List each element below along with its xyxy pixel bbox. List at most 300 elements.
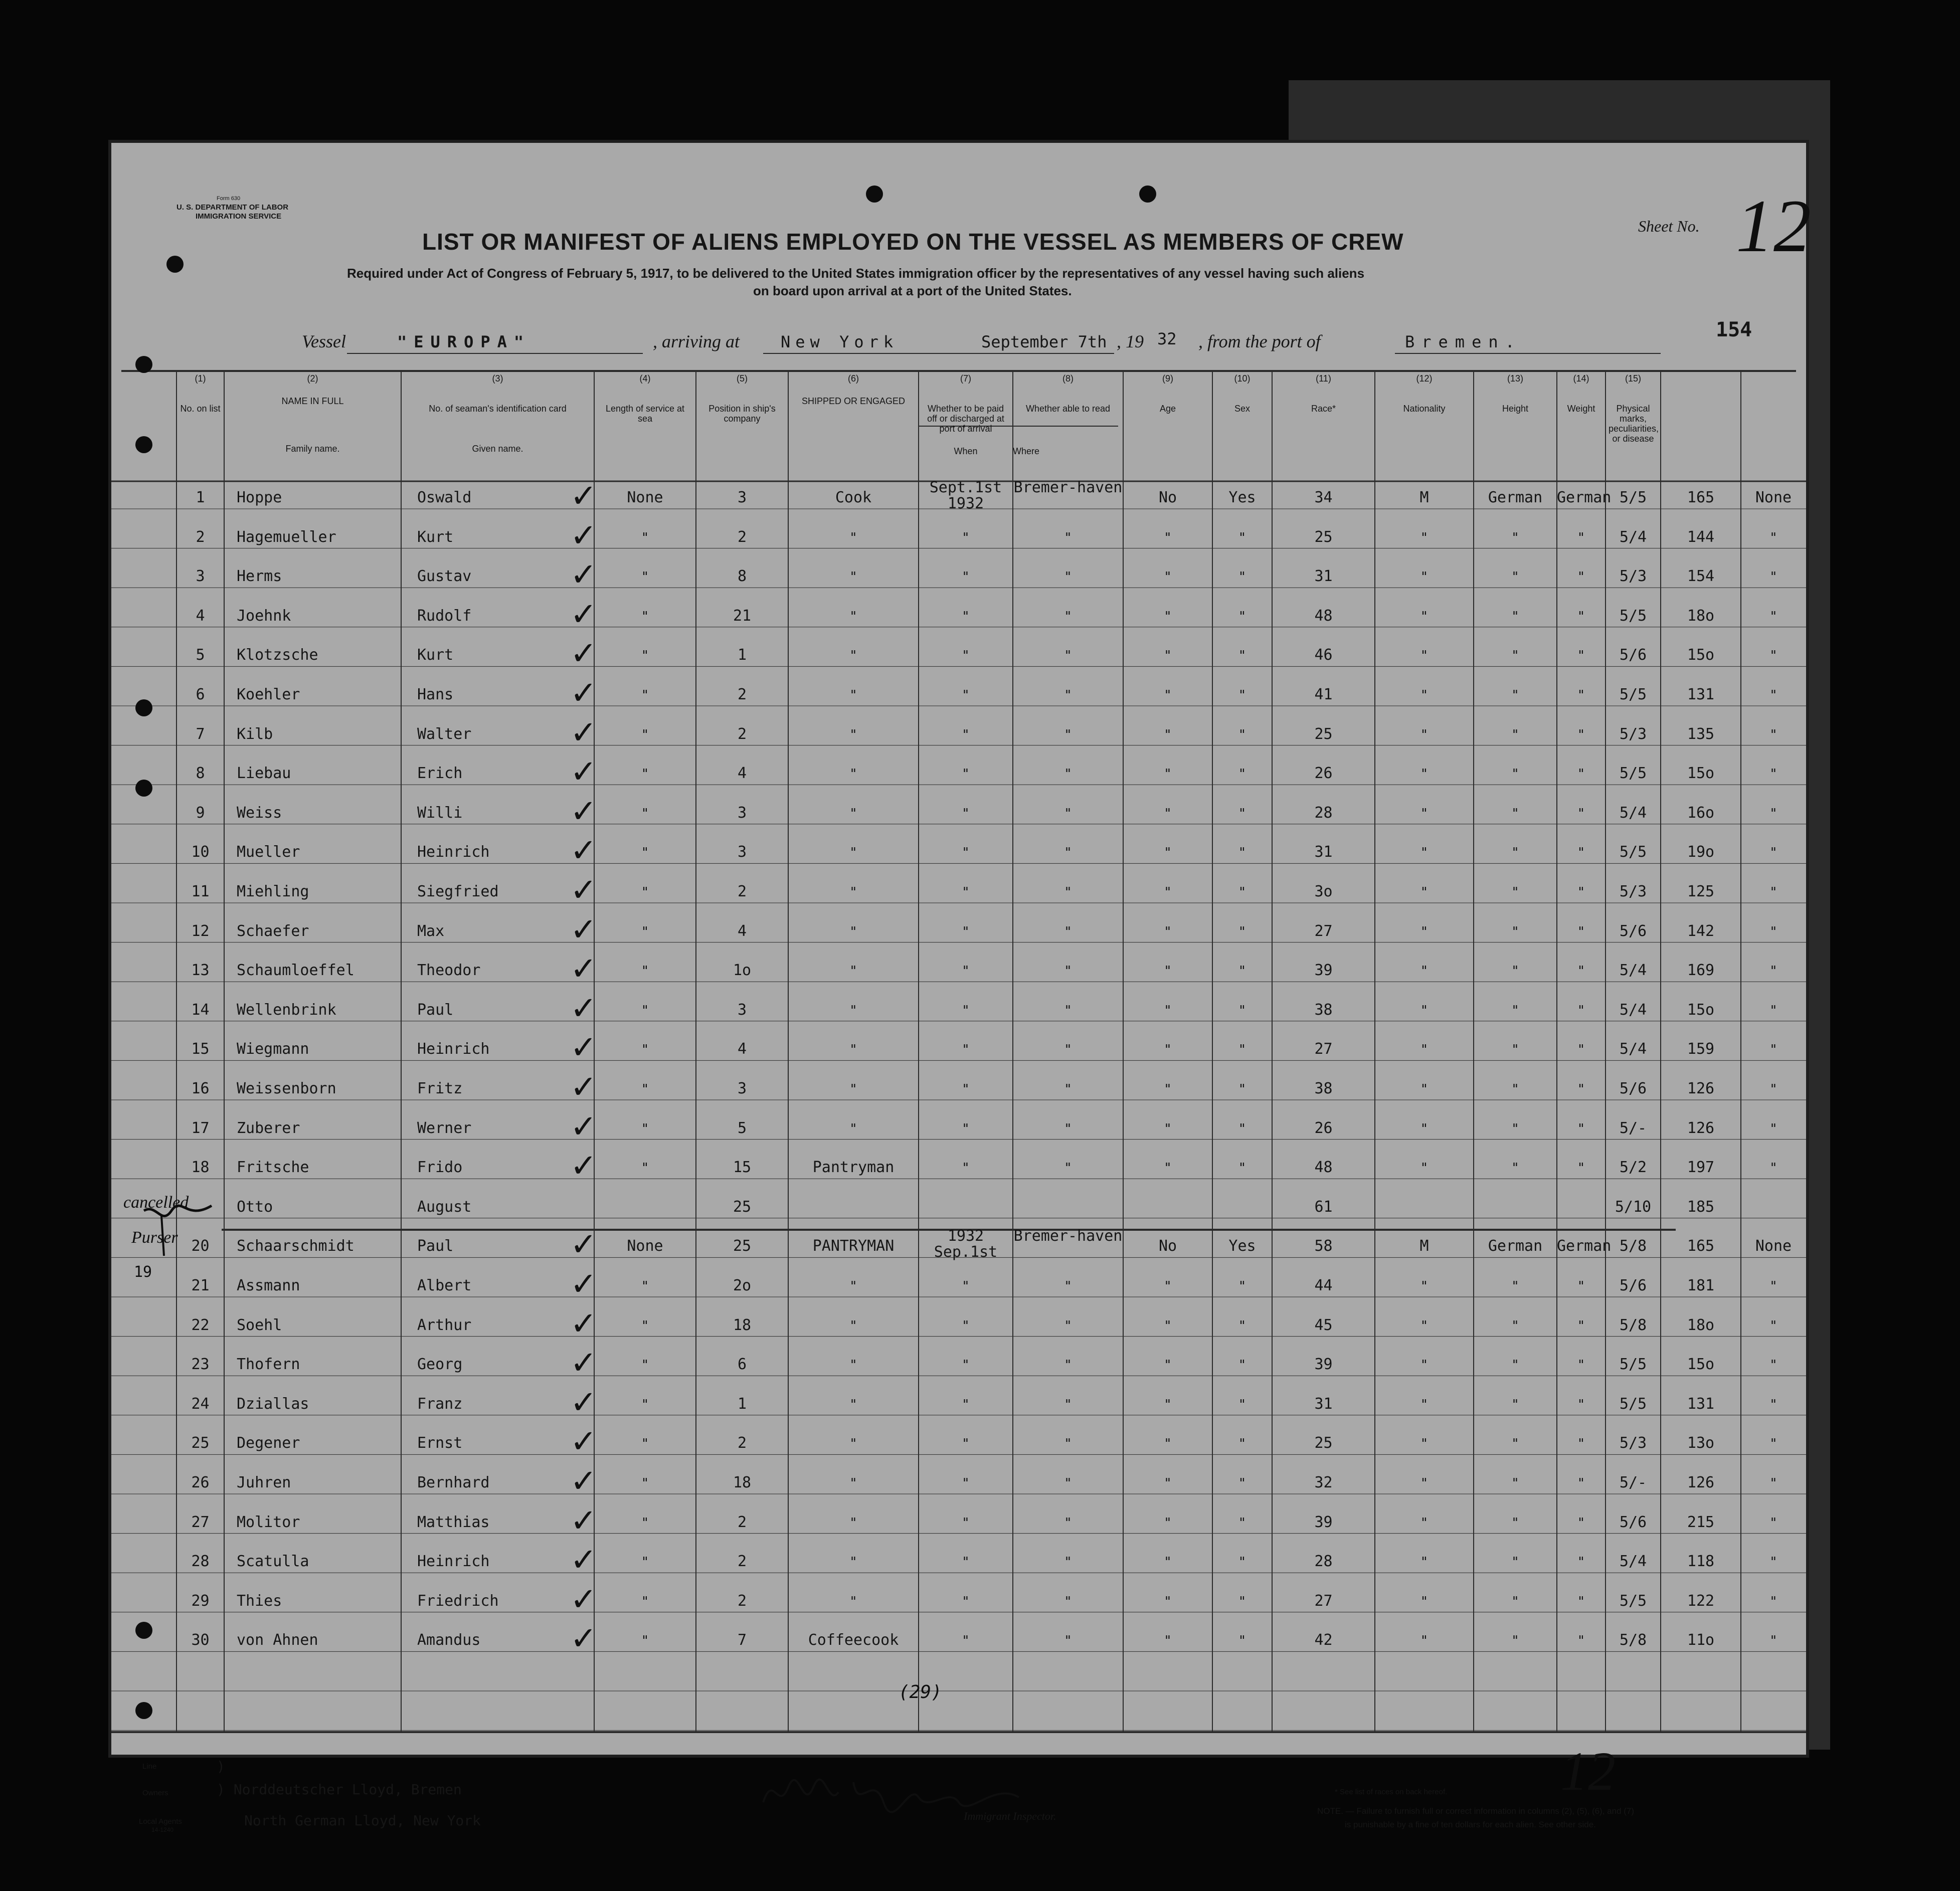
ditto-mark: " [1064, 806, 1072, 821]
total-count: (29) [899, 1682, 942, 1703]
ditto-mark: " [1769, 806, 1777, 821]
row-number: 7 [196, 725, 205, 743]
ditto-mark: " [1769, 1042, 1777, 1058]
check-mark: ✓ [570, 596, 597, 633]
ditto-mark: " [641, 767, 649, 782]
check-mark: ✓ [570, 1542, 597, 1579]
col-header-height-number: (13) [1507, 373, 1523, 384]
ditto-mark: " [1164, 767, 1172, 782]
ditto-mark: " [849, 1555, 857, 1570]
row-number: 21 [191, 1277, 210, 1294]
ditto-mark: " [1164, 530, 1172, 545]
inspector-label: Immigrant Inspector. [964, 1810, 1056, 1822]
ditto-mark: " [1511, 924, 1519, 939]
punch-hole [135, 699, 152, 716]
weight: 142 [1687, 922, 1715, 940]
weight: 126 [1687, 1474, 1715, 1491]
ditto-mark: " [849, 767, 857, 782]
ditto-mark: " [962, 1358, 970, 1373]
ditto-mark: " [1238, 845, 1246, 861]
ditto-mark: " [849, 1436, 857, 1452]
row-number: 15 [191, 1040, 210, 1058]
ditto-mark: " [1511, 1161, 1519, 1176]
service-length: 4 [737, 922, 747, 940]
col-header-paid-number: (7) [960, 373, 971, 384]
check-mark: ✓ [570, 1620, 597, 1658]
age: 39 [1314, 1356, 1333, 1374]
given-name: Willi [417, 804, 463, 822]
ditto-mark: " [1769, 570, 1777, 585]
race: German [1488, 1237, 1543, 1255]
row-number: 18 [191, 1159, 210, 1177]
check-mark: ✓ [570, 1029, 597, 1067]
ditto-mark: " [1577, 1594, 1585, 1609]
ditto-mark: " [1769, 924, 1777, 939]
ditto-mark: " [1769, 1082, 1777, 1097]
fine-note: NOTE. — Failure to furnish full or correct information in columns (2), (5), (6), and (7) [1317, 1806, 1635, 1816]
family-name: Mueller [237, 843, 300, 861]
height: 5/3 [1619, 725, 1647, 743]
ditto-mark: " [962, 530, 970, 545]
service-length: 25 [733, 1198, 752, 1216]
ditto-mark: " [1511, 530, 1519, 545]
ditto-mark: " [962, 1476, 970, 1491]
family-name: Klotzsche [237, 646, 318, 664]
family-name: Soehl [237, 1316, 282, 1334]
ditto-mark: " [1511, 609, 1519, 624]
ditto-mark: " [1164, 1042, 1172, 1058]
footer-sheet-number: 12 [1560, 1741, 1616, 1802]
row-number: 29 [191, 1592, 210, 1610]
ship-position: Pantryman [812, 1159, 895, 1177]
ditto-mark: " [962, 1515, 970, 1531]
ditto-mark: " [849, 964, 857, 979]
row-number: 3 [196, 568, 205, 586]
ditto-mark: " [1511, 1279, 1519, 1294]
ditto-mark: " [1238, 1358, 1246, 1373]
col-header-shipped: SHIPPED OR ENGAGED [801, 396, 906, 406]
service-length: 7 [737, 1631, 747, 1649]
ditto-mark: " [1420, 1082, 1429, 1097]
ditto-mark: " [1164, 1358, 1172, 1373]
line-bracket: ) [217, 1758, 225, 1775]
height: 5/3 [1619, 1434, 1647, 1452]
ditto-mark: " [1238, 1042, 1246, 1058]
family-name: Zuberer [237, 1119, 300, 1137]
age: 34 [1314, 489, 1333, 506]
family-name: Assmann [237, 1277, 300, 1294]
line-label: Line [142, 1762, 157, 1771]
ditto-mark: " [1420, 806, 1429, 821]
ditto-mark: " [1164, 570, 1172, 585]
row-number: 28 [191, 1553, 210, 1571]
weight: 18o [1687, 1316, 1715, 1334]
ditto-mark: " [1064, 1279, 1072, 1294]
ditto-mark: " [1164, 648, 1172, 664]
service-length: 3 [737, 804, 747, 822]
col-header-no-number: (1) [195, 373, 206, 384]
family-name: Hoppe [237, 489, 282, 506]
ditto-mark: " [962, 1279, 970, 1294]
given-name: Hans [417, 686, 454, 703]
age: 25 [1314, 725, 1333, 743]
ditto-mark: " [1511, 885, 1519, 900]
family-name: Kilb [237, 725, 273, 743]
ditto-mark: " [1420, 964, 1429, 979]
weight: 165 [1687, 1237, 1715, 1255]
weight: 15o [1687, 646, 1715, 664]
weight: 118 [1687, 1553, 1715, 1571]
ditto-mark: " [641, 1633, 649, 1649]
ditto-mark: " [1064, 1633, 1072, 1649]
family-name: Joehnk [237, 607, 291, 625]
age: 41 [1314, 686, 1333, 703]
ditto-mark: " [1064, 1515, 1072, 1531]
ditto-mark: " [641, 688, 649, 703]
age: 44 [1314, 1277, 1333, 1294]
ditto-mark: " [1420, 688, 1429, 703]
ditto-mark: " [962, 1003, 970, 1018]
ditto-mark: " [962, 727, 970, 742]
weight: 197 [1687, 1159, 1715, 1177]
family-name: Molitor [237, 1513, 300, 1531]
ditto-mark: " [1420, 1161, 1429, 1176]
ditto-mark: " [1420, 1436, 1429, 1452]
ditto-mark: " [962, 964, 970, 979]
ditto-mark: " [1577, 570, 1585, 585]
ditto-mark: " [1238, 1633, 1246, 1649]
ditto-mark: " [1238, 1594, 1246, 1609]
col-header-sex-number: (10) [1234, 373, 1251, 384]
service-length: 2 [737, 725, 747, 743]
ditto-mark: " [1577, 1436, 1585, 1452]
ditto-mark: " [962, 845, 970, 861]
table-grid [111, 143, 1806, 1755]
ditto-mark: " [1064, 1161, 1072, 1176]
row-number: 9 [196, 804, 205, 822]
family-name: Degener [237, 1434, 300, 1452]
service-length: 2 [737, 528, 747, 546]
ditto-mark: " [962, 1161, 970, 1176]
ditto-mark: " [1420, 609, 1429, 624]
ditto-mark: " [1769, 609, 1777, 624]
ditto-mark: " [1511, 1358, 1519, 1373]
row-number: 17 [191, 1119, 210, 1137]
ditto-mark: " [1064, 767, 1072, 782]
given-name: Rudolf [417, 607, 472, 625]
row-number: 2 [196, 528, 205, 546]
arrival-year: 32 [1157, 329, 1177, 348]
height: 5/10 [1615, 1198, 1652, 1216]
ditto-mark: " [641, 609, 649, 624]
shipped-where: Bremer-haven [1013, 479, 1123, 496]
ditto-mark: " [1577, 530, 1585, 545]
ditto-mark: " [1238, 964, 1246, 979]
age: 39 [1314, 1513, 1333, 1531]
departure-port: Bremen. [1405, 332, 1522, 351]
ditto-mark: " [1577, 1358, 1585, 1373]
ditto-mark: " [1769, 1555, 1777, 1570]
ditto-mark: " [1238, 767, 1246, 782]
ditto-mark: " [641, 1555, 649, 1570]
col-header-weight: Weight [1567, 404, 1595, 414]
weight: 122 [1687, 1592, 1715, 1610]
height: 5/5 [1619, 489, 1647, 506]
service-length: 1o [733, 962, 752, 980]
punch-hole [1139, 185, 1156, 203]
ditto-mark: " [1577, 964, 1585, 979]
service-length: 8 [737, 568, 747, 586]
punch-hole [135, 1702, 152, 1719]
nationality: German [1557, 489, 1612, 506]
check-mark: ✓ [570, 1069, 597, 1106]
row-number: 5 [196, 646, 205, 664]
ditto-mark: " [849, 1279, 857, 1294]
height: 5/2 [1619, 1159, 1647, 1177]
family-name: Miehling [237, 883, 309, 900]
age: 39 [1314, 962, 1333, 980]
ditto-mark: " [641, 924, 649, 939]
owners-label: Owners [142, 1789, 168, 1797]
department: U. S. DEPARTMENT OF LABOR [176, 203, 289, 212]
form-number: Form 630 [217, 196, 241, 202]
ditto-mark: " [1420, 570, 1429, 585]
family-name: Thies [237, 1592, 282, 1610]
ditto-mark: " [962, 924, 970, 939]
ditto-mark: " [1238, 1318, 1246, 1334]
ditto-mark: " [1164, 1318, 1172, 1334]
ditto-mark: " [1238, 1082, 1246, 1097]
service-length: 2 [737, 1513, 747, 1531]
family-name: Juhren [237, 1474, 291, 1491]
ditto-mark: " [641, 1397, 649, 1412]
row-number: 12 [191, 922, 210, 940]
check-mark: ✓ [570, 478, 597, 515]
ditto-mark: " [1769, 727, 1777, 742]
ditto-mark: " [962, 1082, 970, 1097]
ditto-mark: " [1064, 1436, 1072, 1452]
ditto-mark: " [1769, 1476, 1777, 1491]
height: 5/6 [1619, 1513, 1647, 1531]
col-header-race: Race* [1311, 404, 1336, 414]
height: 5/6 [1619, 1080, 1647, 1097]
service-length: 1 [737, 646, 747, 664]
ditto-mark: " [849, 1358, 857, 1373]
ditto-mark: " [1511, 570, 1519, 585]
ditto-mark: " [1577, 806, 1585, 821]
ditto-mark: " [1769, 648, 1777, 664]
ditto-mark: " [1164, 845, 1172, 861]
ditto-mark: " [1420, 1279, 1429, 1294]
ditto-mark: " [1164, 924, 1172, 939]
weight: 131 [1687, 686, 1715, 703]
weight: 144 [1687, 528, 1715, 546]
row-number: 20 [191, 1237, 210, 1255]
ditto-mark: " [1769, 1358, 1777, 1373]
age: 48 [1314, 607, 1333, 625]
ditto-mark: " [1064, 648, 1072, 664]
ditto-mark: " [1769, 1318, 1777, 1334]
age: 25 [1314, 528, 1333, 546]
ditto-mark: " [1238, 530, 1246, 545]
ditto-mark: " [1511, 1476, 1519, 1491]
ditto-mark: " [1238, 1436, 1246, 1452]
sheet-number: 12 [1736, 184, 1811, 268]
ditto-mark: " [1577, 609, 1585, 624]
ditto-mark: " [1420, 1397, 1429, 1412]
row-number: 14 [191, 1001, 210, 1019]
height: 5/4 [1619, 804, 1647, 822]
given-name: Oswald [417, 489, 472, 506]
ditto-mark: " [1164, 1594, 1172, 1609]
ditto-mark: " [1769, 1397, 1777, 1412]
row-number: 26 [191, 1474, 210, 1491]
ditto-mark: " [1420, 1318, 1429, 1334]
ditto-mark: " [1577, 688, 1585, 703]
sheet-label: Sheet No. [1638, 217, 1700, 235]
weight: 154 [1687, 568, 1715, 586]
ditto-mark: " [1511, 1042, 1519, 1058]
vessel-label: Vessel [302, 331, 346, 351]
ditto-mark: " [641, 1436, 649, 1452]
ditto-mark: " [1064, 1476, 1072, 1491]
ditto-mark: " [849, 609, 857, 624]
height: 5/6 [1619, 922, 1647, 940]
ditto-mark: " [1064, 1082, 1072, 1097]
ditto-mark: " [1164, 1121, 1172, 1137]
family-name: Dziallas [237, 1395, 309, 1413]
row-number: 16 [191, 1080, 210, 1097]
cancel-scribble [141, 1201, 217, 1261]
ditto-mark: " [1064, 1555, 1072, 1570]
ditto-mark: " [1064, 1121, 1072, 1137]
height: 5/4 [1619, 1040, 1647, 1058]
ditto-mark: " [1511, 1397, 1519, 1412]
weight: 185 [1687, 1198, 1715, 1216]
col-header-position: Position in ship's company [708, 404, 776, 424]
age: 28 [1314, 1553, 1333, 1571]
given-name: Werner [417, 1119, 472, 1137]
ditto-mark: " [1238, 885, 1246, 900]
service-length: 2o [733, 1277, 752, 1294]
col-header-service: Length of service at sea [605, 404, 685, 424]
col-header-paid: Whether to be paid off or discharged at port of arrival [927, 404, 1004, 434]
ditto-mark: " [1577, 1042, 1585, 1058]
ditto-mark: " [962, 1555, 970, 1570]
ditto-mark: " [1420, 1003, 1429, 1018]
ditto-mark: " [1238, 1161, 1246, 1176]
ditto-mark: " [1577, 1003, 1585, 1018]
ditto-mark: " [849, 648, 857, 664]
row-number: 10 [191, 843, 210, 861]
height: 5/6 [1619, 1277, 1647, 1294]
ditto-mark: " [1420, 1121, 1429, 1137]
ditto-mark: " [641, 1358, 649, 1373]
given-name: Walter [417, 725, 472, 743]
family-name: Fritsche [237, 1159, 309, 1177]
ditto-mark: " [1420, 648, 1429, 664]
ditto-mark: " [1238, 1279, 1246, 1294]
ditto-mark: " [849, 1082, 857, 1097]
ditto-mark: " [1577, 885, 1585, 900]
ditto-mark: " [1238, 1555, 1246, 1570]
ditto-mark: " [1238, 1121, 1246, 1137]
ditto-mark: " [1420, 885, 1429, 900]
family-name: Hagemueller [237, 528, 336, 546]
ship-position: Coffeecook [808, 1631, 899, 1649]
ditto-mark: " [1064, 1318, 1072, 1334]
races-note: * See list of races on back hereof. [1335, 1788, 1448, 1796]
ditto-mark: " [1064, 1358, 1072, 1373]
row-number: 6 [196, 686, 205, 703]
ditto-mark: " [1420, 530, 1429, 545]
service-length: 3 [737, 843, 747, 861]
ditto-mark: " [1577, 767, 1585, 782]
shipped-when: Sept.1st 1932 [929, 479, 1002, 512]
ditto-mark: " [1577, 1082, 1585, 1097]
service-length: 3 [737, 1001, 747, 1019]
cancelled-note: cancelled [123, 1193, 189, 1212]
family-name: Otto [237, 1198, 273, 1216]
ditto-mark: " [641, 1279, 649, 1294]
check-mark: ✓ [570, 675, 597, 712]
ditto-mark: " [1238, 806, 1246, 821]
ditto-mark: " [1164, 688, 1172, 703]
paid-off: No [1158, 1237, 1177, 1255]
col-header-height: Height [1502, 404, 1529, 414]
family-name: Schaumloeffel [237, 962, 354, 980]
ditto-mark: " [1511, 1633, 1519, 1649]
ditto-mark: " [1769, 1003, 1777, 1018]
ditto-mark: " [849, 688, 857, 703]
ditto-mark: " [1238, 1397, 1246, 1412]
ditto-mark: " [1420, 1358, 1429, 1373]
service-length: 6 [737, 1356, 747, 1374]
ditto-mark: " [1769, 1121, 1777, 1137]
ditto-mark: " [1420, 1555, 1429, 1570]
ditto-mark: " [1769, 688, 1777, 703]
weight: 131 [1687, 1395, 1715, 1413]
ditto-mark: " [1769, 767, 1777, 782]
ditto-mark: " [1577, 1121, 1585, 1137]
ditto-mark: " [641, 727, 649, 742]
arrival-port: New York [781, 332, 899, 351]
ditto-mark: " [1577, 1318, 1585, 1334]
row-number: 13 [191, 962, 210, 980]
col-header-weight-number: (14) [1573, 373, 1589, 384]
service-length: 21 [733, 607, 752, 625]
family-name: Thofern [237, 1356, 300, 1374]
ditto-mark: " [1238, 1476, 1246, 1491]
age: 26 [1314, 1119, 1333, 1137]
ditto-mark: " [1064, 609, 1072, 624]
ditto-mark: " [849, 1042, 857, 1058]
ditto-mark: " [849, 1121, 857, 1137]
family-name: Herms [237, 568, 282, 586]
ditto-mark: " [1064, 964, 1072, 979]
service-length: 18 [733, 1316, 752, 1334]
ditto-mark: " [1511, 767, 1519, 782]
physical-marks: None [1755, 1237, 1792, 1255]
able-to-read: Yes [1228, 489, 1256, 506]
height: 5/8 [1619, 1631, 1647, 1649]
nationality: German [1557, 1237, 1612, 1255]
col-header-age: Age [1159, 404, 1176, 414]
ditto-mark: " [1420, 924, 1429, 939]
ditto-mark: " [641, 1121, 649, 1137]
punch-hole [135, 780, 152, 797]
service-length: 3 [737, 489, 747, 506]
